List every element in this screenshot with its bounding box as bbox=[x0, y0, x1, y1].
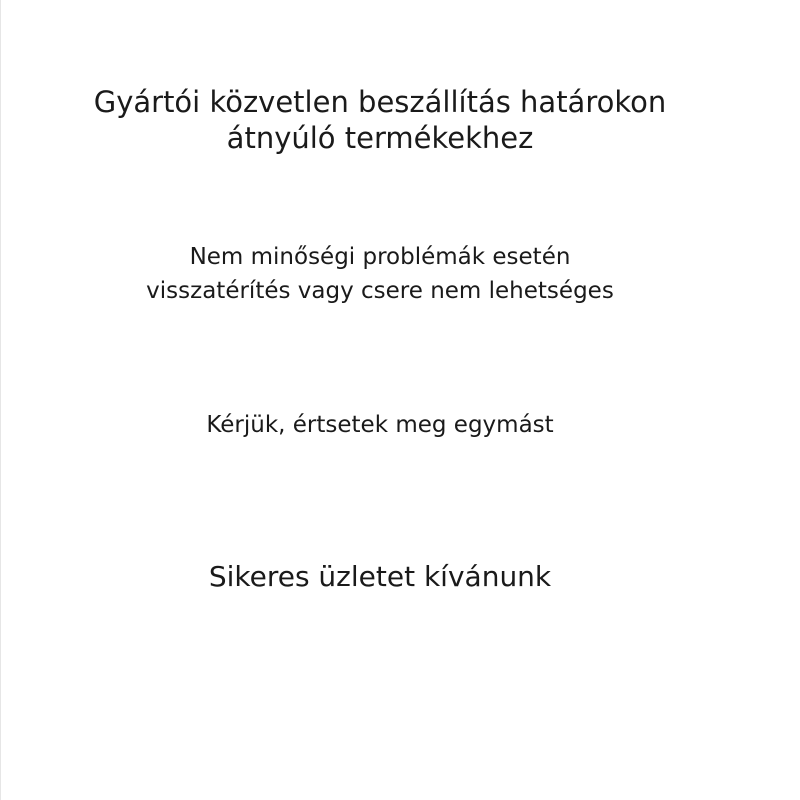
understanding-request-text: Kérjük, értsetek meg egymást bbox=[206, 412, 554, 438]
shipping-heading-line-1: Gyártói közvetlen beszállítás határokon bbox=[93, 85, 667, 119]
understanding-request bbox=[0, 407, 760, 443]
refund-notice bbox=[0, 240, 760, 308]
shipping-heading-line-2: átnyúló termékekhez bbox=[226, 121, 534, 155]
refund-notice-line-1: Nem minőségi problémák esetén bbox=[189, 244, 571, 270]
success-wish-text: Sikeres üzletet kívánunk bbox=[208, 560, 552, 593]
success-wish bbox=[0, 558, 760, 596]
shipping-heading bbox=[0, 84, 760, 156]
refund-notice-line-2: visszatérítés vagy csere nem lehetséges bbox=[146, 278, 614, 304]
